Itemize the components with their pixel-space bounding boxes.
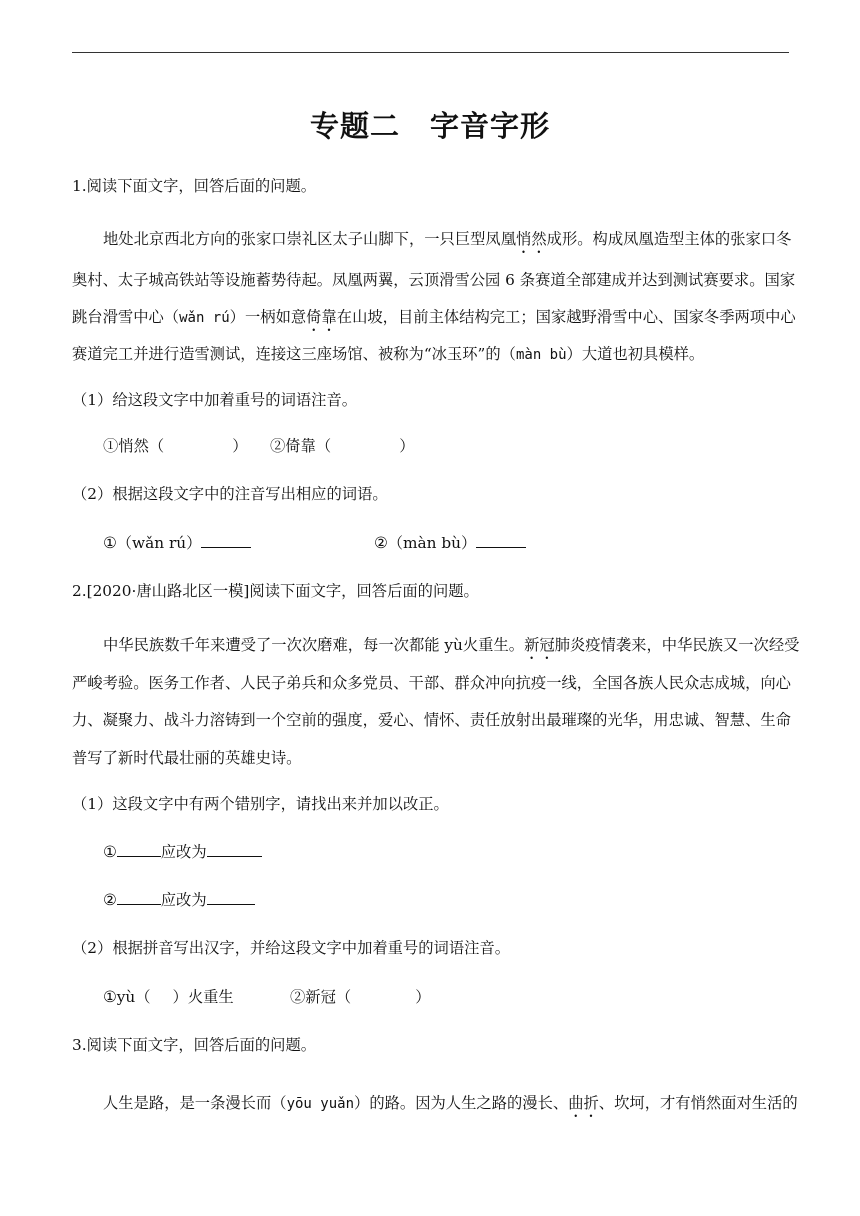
q1-passage: 地处北京西北方向的张家口崇礼区太子山脚下，一只巨型凤凰悄然成形。构成凤凰造型主体的张家口冬 bbox=[103, 230, 792, 248]
q2-passage-line: 普写了新时代最壮丽的英雄史诗。 bbox=[72, 749, 302, 767]
q2-sub2-b: ②新冠（ ） bbox=[290, 988, 431, 1006]
q1-sub2-b: ②（màn bù） bbox=[374, 533, 526, 553]
page-title: 专题二 字音字形 bbox=[309, 109, 551, 143]
q1-sub2: （2）根据这段文字中的注音写出相应的词语。 bbox=[72, 485, 388, 503]
q3-heading: 3.阅读下面文字，回答后面的问题。 bbox=[72, 1036, 317, 1054]
q2-sub1-b: ② 应改为 bbox=[103, 890, 255, 910]
answer-blank[interactable] bbox=[476, 533, 526, 548]
emphasis-word: 倚靠 bbox=[306, 308, 337, 326]
q2-sub1-a: ① 应改为 bbox=[103, 842, 262, 862]
q1-passage-line: 赛道完工并进行造雪测试，连接这三座场馆、被称为“冰玉环”的（màn bù）大道也初具模样。 bbox=[72, 345, 705, 363]
q1-heading: 1.阅读下面文字，回答后面的问题。 bbox=[72, 177, 317, 195]
q2-sub2-a: ①yù（ ）火重生 bbox=[103, 988, 234, 1006]
emphasis-word: 新冠 bbox=[524, 636, 555, 654]
q2-passage-line: 中华民族数千年来遭受了一次次磨难，每一次都能 yù火重生。新冠肺炎疫情袭来，中华民族又一次经受 bbox=[103, 636, 800, 654]
emphasis-word: 悄然 bbox=[516, 230, 547, 248]
answer-blank[interactable] bbox=[207, 842, 262, 857]
answer-blank[interactable] bbox=[117, 842, 161, 857]
answer-blank[interactable] bbox=[117, 890, 161, 905]
q1-passage-line: 奥村、太子城高铁站等设施蓄势待起。凤凰两翼，云顶滑雪公园 6 条赛道全部建成并达到测试赛要求。国家 bbox=[72, 271, 796, 289]
q1-sub1-a: ①悄然（ ） bbox=[103, 437, 248, 455]
q2-heading: 2.[2020·唐山路北区一模]阅读下面文字，回答后面的问题。 bbox=[72, 582, 479, 600]
header-rule bbox=[72, 52, 789, 53]
answer-blank[interactable] bbox=[201, 533, 251, 548]
q1-sub1: （1）给这段文字中加着重号的词语注音。 bbox=[72, 391, 358, 409]
q1-sub2-a: ①（wǎn rú） bbox=[103, 533, 251, 553]
q2-passage-line: 力、凝聚力、战斗力溶铸到一个空前的强度，爱心、情怀、责任放射出最璀璨的光华，用忠诚、智慧、生命 bbox=[72, 711, 791, 729]
q1-sub1-b: ②倚靠（ ） bbox=[270, 437, 415, 455]
q2-sub1: （1）这段文字中有两个错别字，请找出来并加以改正。 bbox=[72, 795, 449, 813]
q1-passage-line: 跳台滑雪中心（wǎn rú）一柄如意倚靠在山坡，目前主体结构完工；国家越野滑雪中心、国家冬季两项中心 bbox=[72, 308, 796, 326]
q3-passage-line: 人生是路，是一条漫长而（yōu yuǎn）的路。因为人生之路的漫长、曲折、坎坷，才有悄然面对生活的 bbox=[103, 1094, 798, 1112]
q2-passage-line: 严峻考验。医务工作者、人民子弟兵和众多党员、干部、群众冲向抗疫一线，全国各族人民众志成城，向心 bbox=[72, 674, 791, 692]
emphasis-word: 曲折 bbox=[568, 1094, 599, 1112]
answer-blank[interactable] bbox=[207, 890, 255, 905]
q2-sub2: （2）根据拼音写出汉字，并给这段文字中加着重号的词语注音。 bbox=[72, 939, 511, 957]
